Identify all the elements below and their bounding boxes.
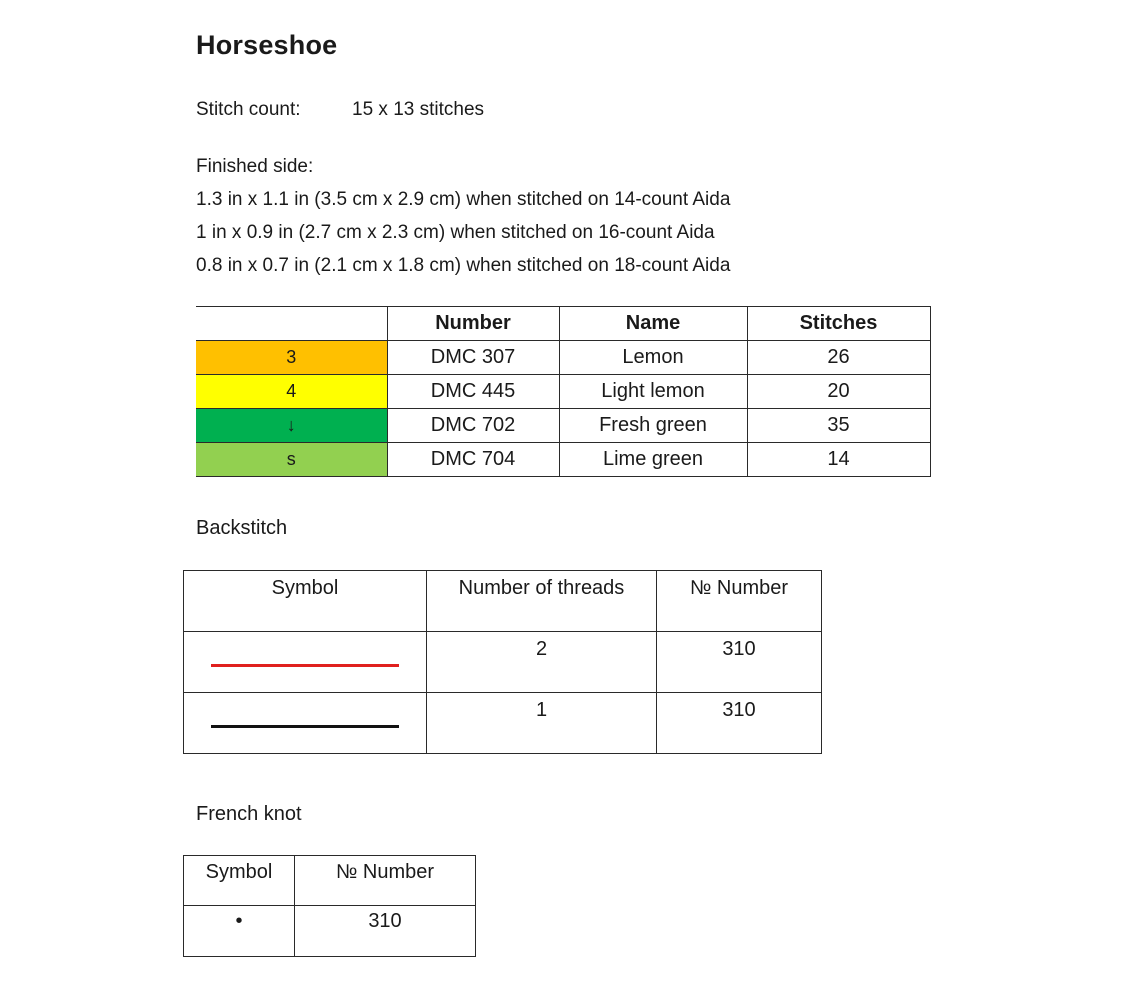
backstitch-header-threads: Number of threads (427, 571, 657, 632)
backstitch-symbol-cell (184, 632, 427, 693)
table-row (184, 693, 822, 754)
floss-table-header (196, 307, 930, 341)
table-row (196, 409, 930, 443)
french-knot-label: French knot (196, 803, 302, 825)
french-knot-table (183, 855, 476, 957)
floss-number-cell: DMC 702 (387, 409, 559, 443)
floss-symbol-cell: 4 (196, 375, 387, 409)
french-knot-header-number: № Number (295, 856, 476, 906)
backstitch-header-number: № Number (657, 571, 822, 632)
backstitch-header-symbol: Symbol (184, 571, 427, 632)
dot-icon: • (235, 910, 243, 932)
finished-size-line-14: 1.3 in x 1.1 in (3.5 cm x 2.9 cm) when stitched on 14-count Aida (196, 189, 731, 210)
backstitch-threads-cell: 1 (427, 693, 657, 754)
floss-table (196, 306, 931, 477)
floss-number-cell: DMC 704 (387, 443, 559, 477)
floss-header-symbol (196, 307, 387, 341)
table-row (184, 632, 822, 693)
table-row (196, 375, 930, 409)
backstitch-threads-cell: 2 (427, 632, 657, 693)
floss-header-stitches: Stitches (747, 307, 930, 341)
floss-symbol-cell: ↓ (196, 409, 387, 443)
floss-stitches-cell: 14 (747, 443, 930, 477)
floss-symbol-cell: 3 (196, 341, 387, 375)
red-line-icon (211, 664, 399, 667)
finished-size (196, 155, 730, 282)
stitch-count-value: 15 x 13 stitches (352, 99, 485, 120)
floss-number-cell: DMC 307 (387, 341, 559, 375)
floss-header-number: Number (387, 307, 559, 341)
floss-name-cell: Lime green (559, 443, 747, 477)
floss-header-name: Name (559, 307, 747, 341)
backstitch-symbol-cell (184, 693, 427, 754)
floss-number-cell: DMC 445 (387, 375, 559, 409)
french-knot-number-cell: 310 (295, 906, 476, 957)
floss-name-cell: Fresh green (559, 409, 747, 443)
french-knot-table-header (184, 856, 476, 906)
french-knot-symbol-cell (184, 906, 295, 957)
backstitch-table-header (184, 571, 822, 632)
french-knot-header-symbol: Symbol (184, 856, 295, 906)
floss-stitches-cell: 26 (747, 341, 930, 375)
table-row (184, 906, 476, 957)
black-line-icon (211, 725, 399, 728)
finished-size-line-18: 0.8 in x 0.7 in (2.1 cm x 1.8 cm) when stitched on 18-count Aida (196, 255, 731, 276)
backstitch-label: Backstitch (196, 517, 288, 539)
floss-stitches-cell: 35 (747, 409, 930, 443)
floss-name-cell: Lemon (559, 341, 747, 375)
page-title: Horseshoe (196, 30, 338, 60)
stitch-count (196, 99, 484, 121)
floss-symbol-cell: s (196, 443, 387, 477)
backstitch-table (183, 570, 822, 754)
floss-name-cell: Light lemon (559, 375, 747, 409)
table-row (196, 341, 930, 375)
backstitch-number-cell: 310 (657, 693, 822, 754)
table-row (196, 443, 930, 477)
backstitch-number-cell: 310 (657, 632, 822, 693)
finished-size-heading: Finished side: (196, 156, 314, 177)
finished-size-line-16: 1 in x 0.9 in (2.7 cm x 2.3 cm) when stitched on 16-count Aida (196, 222, 715, 243)
stitch-count-label: Stitch count: (196, 99, 301, 120)
floss-stitches-cell: 20 (747, 375, 930, 409)
